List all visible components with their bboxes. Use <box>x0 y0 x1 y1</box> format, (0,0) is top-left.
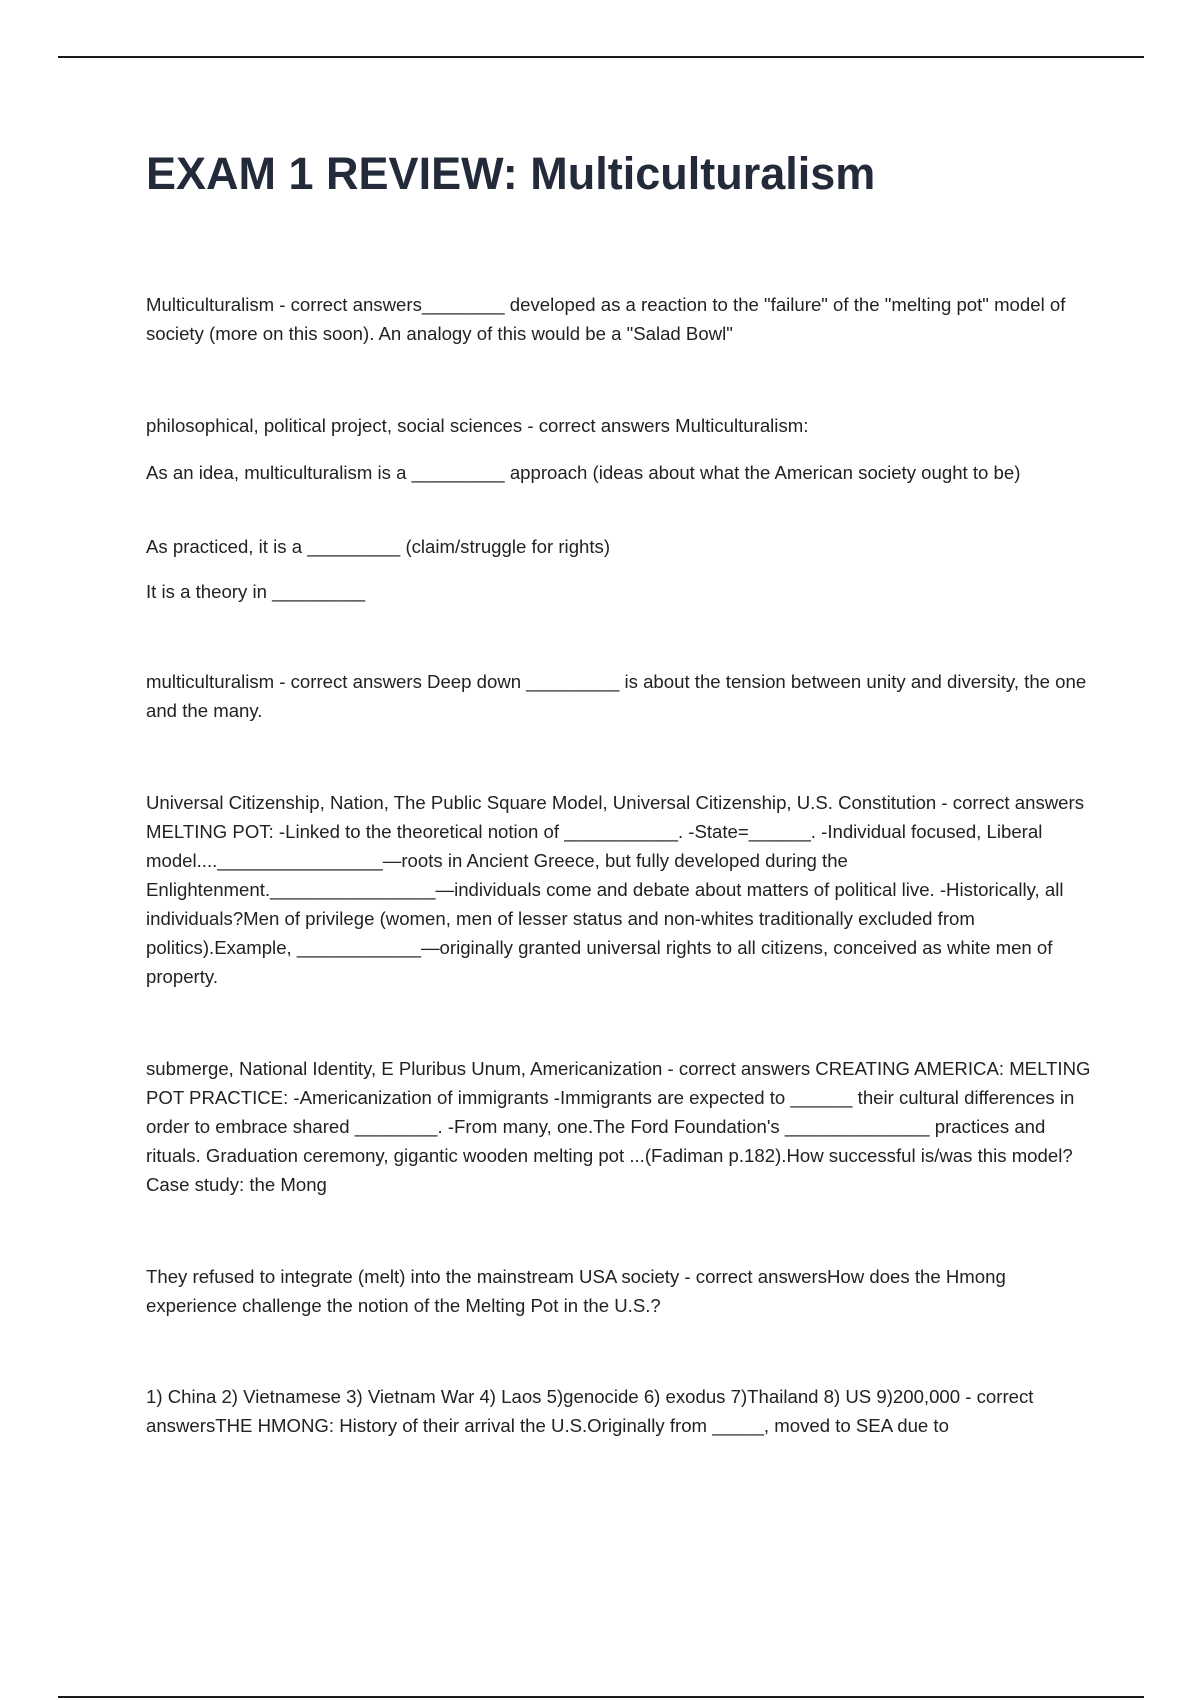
qa-hmong-experience: They refused to integrate (melt) into the mainstream USA society - correct answersHow does the Hmong experience challenge the notion of the Melting Pot in the U.S.? <box>146 1266 1006 1316</box>
qa-unity-diversity: multiculturalism - correct answers Deep down _________ is about the tension between unity and diversity, the one and the many. <box>146 671 1087 721</box>
qa-creating-america: submerge, National Identity, E Pluribus Unum, Americanization - correct answers CREATING AMERICA: MELTING POT PRACTICE: -Americanization of immigrants -Immigrants are expected to ______ their cultural differences in order to embrace shared ________. -From many, one.The Ford Foundation's ______________ practices and rituals. Graduation ceremony, gigantic wooden melting pot ...(Fadiman p.182).How successful is/was this model?Case study: the Mong <box>146 1058 1091 1195</box>
qa-hmong-history: 1) China 2) Vietnamese 3) Vietnam War 4) Laos 5)genocide 6) exodus 7)Thailand 8) US 9)200,000 - correct answersTHE HMONG: History of their arrival the U.S.Originally from _____, moved to SEA due to <box>146 1386 1034 1436</box>
qa-practiced: As practiced, it is a _________ (claim/struggle for rights) <box>146 536 611 557</box>
qa-theory: It is a theory in _________ <box>146 581 366 602</box>
document-title: EXAM 1 REVIEW: Multiculturalism <box>146 148 876 199</box>
qa-idea-approach: As an idea, multiculturalism is a _________ approach (ideas about what the American society ought to be) <box>146 462 1021 483</box>
qa-multiculturalism-origin: Multiculturalism - correct answers________ developed as a reaction to the "failure" of the "melting pot" model of society (more on this soon). An analogy of this would be a "Salad Bowl" <box>146 294 1066 344</box>
qa-multiculturalism-header: philosophical, political project, social sciences - correct answers Multiculturalism: <box>146 415 809 436</box>
top-rule <box>58 56 1144 58</box>
qa-melting-pot: Universal Citizenship, Nation, The Public Square Model, Universal Citizenship, U.S. Constitution - correct answers MELTING POT: -Linked to the theoretical notion of ___________. -State=______. -Individual focused, Liberal model....________________—roots in Ancient Greece, but fully developed during the Enlightenment.________________—individuals come and debate about matters of political live. -Historically, all individuals?Men of privilege (women, men of lesser status and non-whites traditionally excluded from politics).Example, ____________—originally granted universal rights to all citizens, conceived as white men of property. <box>146 792 1085 987</box>
bottom-rule <box>58 1696 1144 1698</box>
